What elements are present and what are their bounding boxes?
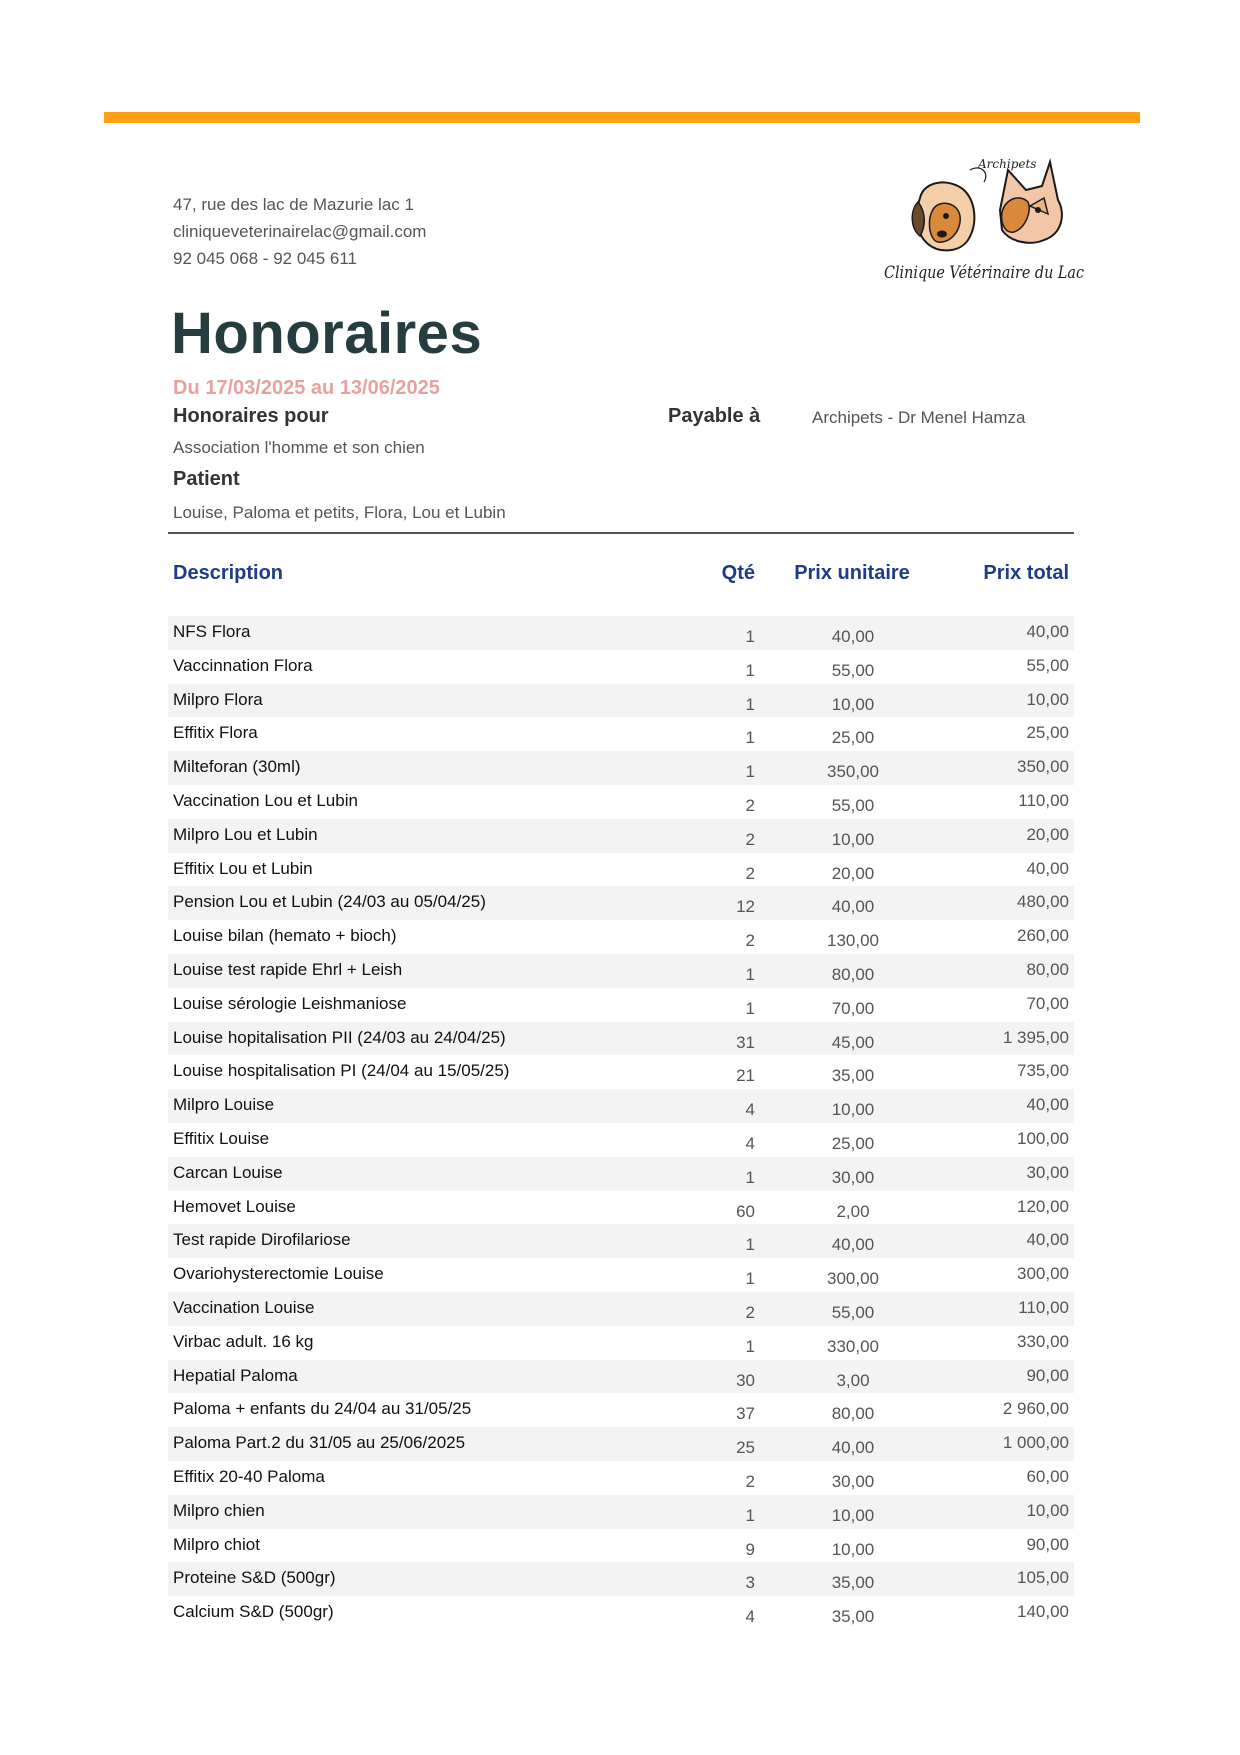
row-quantity: 2 [745, 863, 755, 883]
row-quantity: 1 [745, 728, 755, 748]
clinic-logo [880, 150, 1090, 290]
page-title: Honoraires [171, 301, 483, 366]
row-unit-price: 10,00 [831, 1505, 875, 1525]
row-total-price: 330,00 [1017, 1331, 1069, 1351]
row-total-price: 260,00 [1017, 926, 1069, 946]
row-quantity: 1 [745, 1269, 755, 1289]
row-description: Carcan Louise [173, 1162, 283, 1182]
table-row [168, 650, 1074, 684]
row-quantity: 1 [745, 694, 755, 714]
row-description: NFS Flora [173, 622, 251, 641]
row-total-price: 90,00 [1026, 1365, 1069, 1385]
table-row [168, 1191, 1074, 1225]
row-description: Effitix Louise [173, 1128, 270, 1148]
table-row [168, 1393, 1074, 1427]
table-row [168, 1123, 1074, 1157]
row-quantity: 25 [736, 1438, 755, 1458]
row-unit-price: 70,00 [831, 998, 875, 1018]
row-total-price: 30,00 [1026, 1162, 1069, 1182]
row-total-price: 735,00 [1017, 1061, 1069, 1081]
row-quantity: 2 [745, 1471, 755, 1491]
table-row [168, 1495, 1074, 1529]
column-header-description: Description [173, 562, 284, 584]
row-unit-price: 130,00 [827, 931, 879, 951]
table-row [168, 751, 1074, 785]
row-description: Hepatial Paloma [173, 1365, 298, 1385]
row-unit-price: 350,00 [827, 762, 879, 782]
row-quantity: 1 [745, 762, 755, 782]
table-row [168, 1529, 1074, 1563]
row-unit-price: 25,00 [831, 1133, 875, 1153]
table-row [168, 1089, 1074, 1123]
row-total-price: 300,00 [1017, 1264, 1069, 1284]
row-unit-price: 40,00 [831, 1235, 875, 1255]
row-total-price: 350,00 [1017, 757, 1069, 777]
row-total-price: 140,00 [1017, 1602, 1069, 1622]
row-description: Effitix Flora [173, 723, 258, 743]
row-quantity: 1 [745, 964, 755, 984]
email-line: cliniqueveterinairelac@gmail.com [173, 222, 427, 241]
row-description: Vaccination Louise [173, 1297, 315, 1317]
row-quantity: 1 [745, 660, 755, 680]
row-unit-price: 35,00 [831, 1573, 875, 1593]
billed-to-value: Association l'homme et son chien [173, 438, 425, 457]
row-quantity: 2 [745, 829, 755, 849]
fees-table-body [168, 616, 1074, 1630]
table-row [168, 853, 1074, 887]
table-row [168, 1157, 1074, 1191]
table-row [168, 1258, 1074, 1292]
row-description: Milpro chien [173, 1500, 265, 1520]
row-total-price: 1 000,00 [1002, 1433, 1069, 1453]
row-description: Vaccinnation Flora [173, 655, 313, 675]
row-quantity: 2 [745, 1302, 755, 1322]
row-unit-price: 20,00 [831, 863, 875, 883]
row-description: Louise bilan (hemato + bioch) [173, 926, 397, 946]
row-unit-price: 40,00 [831, 1438, 875, 1458]
payable-to-label: Payable à [668, 405, 761, 427]
row-unit-price: 10,00 [831, 829, 875, 849]
payable-to-value: Archipets - Dr Menel Hamza [812, 408, 1026, 427]
row-description: Effitix 20-40 Paloma [173, 1466, 325, 1486]
row-unit-price: 40,00 [831, 627, 875, 646]
table-row [168, 1224, 1074, 1258]
row-total-price: 40,00 [1026, 1230, 1069, 1250]
patient-value: Louise, Paloma et petits, Flora, Lou et Lubin [173, 503, 506, 522]
row-quantity: 4 [745, 1100, 755, 1120]
row-description: Proteine S&D (500gr) [173, 1568, 336, 1588]
row-quantity: 30 [736, 1370, 755, 1390]
column-header-total-price: Prix total [983, 562, 1069, 584]
row-unit-price: 35,00 [831, 1607, 875, 1627]
row-description: Milpro Lou et Lubin [173, 824, 318, 844]
column-header-unit-price: Prix unitaire [794, 562, 910, 584]
row-total-price: 2 960,00 [1002, 1399, 1069, 1419]
row-quantity: 37 [736, 1404, 755, 1424]
row-total-price: 70,00 [1026, 993, 1069, 1013]
row-unit-price: 80,00 [831, 964, 875, 984]
row-unit-price: 25,00 [831, 728, 875, 748]
table-row [168, 988, 1074, 1022]
row-quantity: 1 [745, 998, 755, 1018]
row-unit-price: 10,00 [831, 694, 875, 714]
row-unit-price: 40,00 [831, 897, 875, 917]
billed-to-label: Honoraires pour [173, 405, 329, 427]
table-row [168, 616, 1074, 650]
row-total-price: 110,00 [1018, 790, 1069, 810]
row-unit-price: 300,00 [827, 1269, 879, 1289]
table-row [168, 684, 1074, 718]
row-unit-price: 55,00 [831, 660, 875, 680]
row-total-price: 25,00 [1026, 723, 1069, 743]
row-total-price: 1 395,00 [1002, 1027, 1069, 1047]
row-unit-price: 35,00 [831, 1066, 875, 1086]
address-line: 47, rue des lac de Mazurie lac 1 [173, 195, 414, 214]
row-description: Louise sérologie Leishmaniose [173, 993, 407, 1013]
row-total-price: 105,00 [1017, 1568, 1069, 1588]
table-row [168, 1326, 1074, 1360]
table-row [168, 886, 1074, 920]
row-unit-price: 10,00 [831, 1539, 875, 1559]
row-unit-price: 10,00 [831, 1100, 875, 1120]
table-row [168, 1360, 1074, 1394]
row-quantity: 12 [736, 897, 755, 917]
row-quantity: 2 [745, 795, 755, 815]
row-quantity: 1 [745, 1505, 755, 1525]
row-total-price: 40,00 [1026, 622, 1069, 641]
row-quantity: 9 [745, 1539, 755, 1559]
row-total-price: 60,00 [1026, 1466, 1069, 1486]
row-description: Paloma Part.2 du 31/05 au 25/06/2025 [173, 1433, 466, 1453]
row-unit-price: 2,00 [836, 1201, 870, 1221]
row-total-price: 100,00 [1017, 1128, 1069, 1148]
row-unit-price: 3,00 [836, 1370, 870, 1390]
row-total-price: 20,00 [1026, 824, 1069, 844]
row-unit-price: 45,00 [831, 1032, 875, 1052]
row-total-price: 80,00 [1026, 959, 1069, 979]
row-quantity: 4 [745, 1607, 755, 1627]
row-description: Ovariohysterectomie Louise [173, 1264, 384, 1284]
row-quantity: 31 [736, 1032, 755, 1052]
row-unit-price: 55,00 [831, 795, 875, 815]
row-description: Pension Lou et Lubin (24/03 au 05/04/25) [173, 892, 486, 912]
table-row [168, 1292, 1074, 1326]
row-quantity: 60 [736, 1201, 755, 1221]
row-total-price: 10,00 [1026, 1500, 1069, 1520]
table-row [168, 1562, 1074, 1596]
phone-line: 92 045 068 - 92 045 611 [173, 249, 358, 268]
row-quantity: 2 [745, 931, 755, 951]
row-description: Milpro Louise [173, 1095, 275, 1115]
row-description: Hemovet Louise [173, 1196, 296, 1216]
row-unit-price: 30,00 [831, 1167, 875, 1187]
accent-bar [104, 112, 1140, 123]
table-row [168, 954, 1074, 988]
row-quantity: 1 [745, 1235, 755, 1255]
row-total-price: 110,00 [1018, 1297, 1069, 1317]
table-row [168, 785, 1074, 819]
column-header-quantity: Qté [721, 562, 755, 584]
patient-label: Patient [173, 468, 240, 490]
table-row [168, 920, 1074, 954]
row-description: Milteforan (30ml) [173, 757, 301, 777]
table-row [168, 1461, 1074, 1495]
row-description: Vaccination Lou et Lubin [173, 790, 358, 810]
table-row [168, 1022, 1074, 1056]
row-total-price: 120,00 [1017, 1196, 1069, 1216]
logo-script-text: Clinique Vétérinaire du Lac [884, 263, 1085, 283]
row-quantity: 21 [736, 1066, 755, 1086]
row-description: Virbac adult. 16 kg [173, 1331, 314, 1351]
table-row [168, 1427, 1074, 1461]
row-total-price: 90,00 [1026, 1534, 1069, 1554]
row-total-price: 10,00 [1026, 689, 1069, 709]
logo-top-text: Archipets [978, 157, 1037, 171]
table-row [168, 1055, 1074, 1089]
row-description: Paloma + enfants du 24/04 au 31/05/25 [173, 1399, 472, 1419]
row-description: Louise hopitalisation PII (24/03 au 24/04/25) [173, 1027, 506, 1047]
table-row [168, 819, 1074, 853]
row-total-price: 40,00 [1026, 1095, 1069, 1115]
row-description: Louise hospitalisation PI (24/04 au 15/05/25) [173, 1061, 510, 1081]
row-unit-price: 80,00 [831, 1404, 875, 1424]
table-row [168, 717, 1074, 751]
row-total-price: 480,00 [1017, 892, 1069, 912]
clinic-address-block [173, 191, 426, 272]
header-separator [168, 532, 1074, 534]
row-quantity: 1 [745, 1336, 755, 1356]
row-unit-price: 330,00 [827, 1336, 879, 1356]
row-total-price: 40,00 [1026, 858, 1069, 878]
row-quantity: 3 [745, 1573, 755, 1593]
row-description: Milpro chiot [173, 1534, 260, 1554]
row-quantity: 1 [745, 1167, 755, 1187]
table-row [168, 1596, 1074, 1630]
row-description: Milpro Flora [173, 689, 263, 709]
billing-period: Du 17/03/2025 au 13/06/2025 [173, 377, 440, 399]
table-header [168, 562, 1074, 592]
row-description: Test rapide Dirofilariose [173, 1230, 351, 1250]
row-quantity: 1 [745, 627, 755, 646]
row-description: Louise test rapide Ehrl + Leish [173, 959, 403, 979]
row-unit-price: 30,00 [831, 1471, 875, 1491]
row-description: Calcium S&D (500gr) [173, 1602, 334, 1622]
row-total-price: 55,00 [1026, 655, 1069, 675]
row-description: Effitix Lou et Lubin [173, 858, 313, 878]
row-unit-price: 55,00 [831, 1302, 875, 1322]
row-quantity: 4 [745, 1133, 755, 1153]
